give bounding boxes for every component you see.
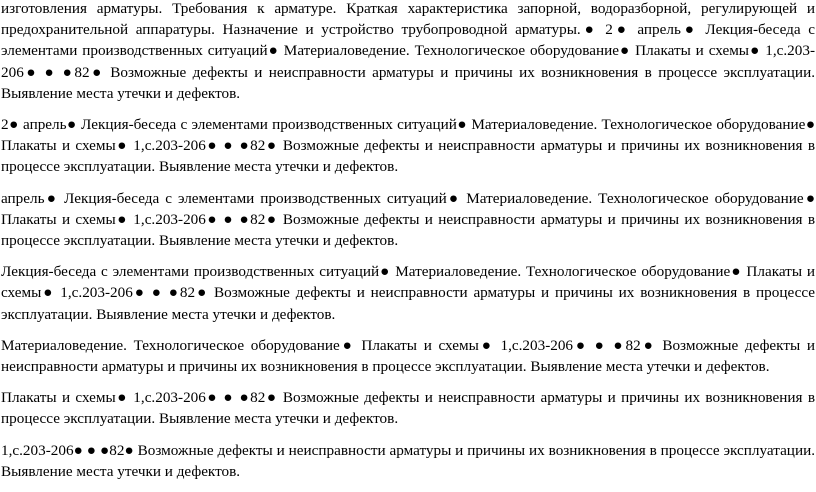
paragraph-1: изготовления арматуры. Требования к арматуре. Краткая характеристика запорной, водоразборной, регулирующей и предохранительной аппаратуры. Назначение и устройство трубопроводной арматуры.● 2● апрель● Лекция-беседа с элементами производственных ситуаций● Материаловедение. Технологическое оборудование● Плакаты и схемы● 1,с.203-206● ● ●82● Возможные дефекты и неисправности арматуры и причины их возникновения в процессе эксплуатации. Выявление места утечки и дефектов. <box>1 0 815 102</box>
paragraph-4: Лекция-беседа с элементами производственных ситуаций● Материаловедение. Технологическое оборудование● Плакаты и схемы● 1,с.203-206● ● ●82● Возможные дефекты и неисправности арматуры и причины их возникновения в процессе эксплуатации. Выявление места утечки и дефектов. <box>1 263 815 323</box>
paragraph-6: Плакаты и схемы● 1,с.203-206● ● ●82● Возможные дефекты и неисправности арматуры и причины их возникновения в процессе эксплуатации. Выявление места утечки и дефектов. <box>1 389 815 428</box>
paragraph-7: 1,с.203-206● ● ●82● Возможные дефекты и неисправности арматуры и причины их возникновения в процессе эксплуатации. Выявление места утечки и дефектов. <box>1 441 815 480</box>
paragraph-2: 2● апрель● Лекция-беседа с элементами производственных ситуаций● Материаловедение. Технологическое оборудование● Плакаты и схемы● 1,с.203-206● ● ●82● Возможные дефекты и неисправности арматуры и причины их возникновения в процессе эксплуатации. Выявление места утечки и дефектов. <box>1 116 815 176</box>
paragraph-5: Материаловедение. Технологическое оборудование● Плакаты и схемы● 1,с.203-206● ● ●82● Возможные дефекты и неисправности арматуры и причины их возникновения в процессе эксплуатации. Выявление места утечки и дефектов. <box>1 336 815 376</box>
paragraph-3: апрель● Лекция-беседа с элементами производственных ситуаций● Материаловедение. Технологическое оборудование● Плакаты и схемы● 1,с.203-206● ● ●82● Возможные дефекты и неисправности арматуры и причины их возникновения в процессе эксплуатации. Выявление места утечки и дефектов. <box>1 189 815 250</box>
